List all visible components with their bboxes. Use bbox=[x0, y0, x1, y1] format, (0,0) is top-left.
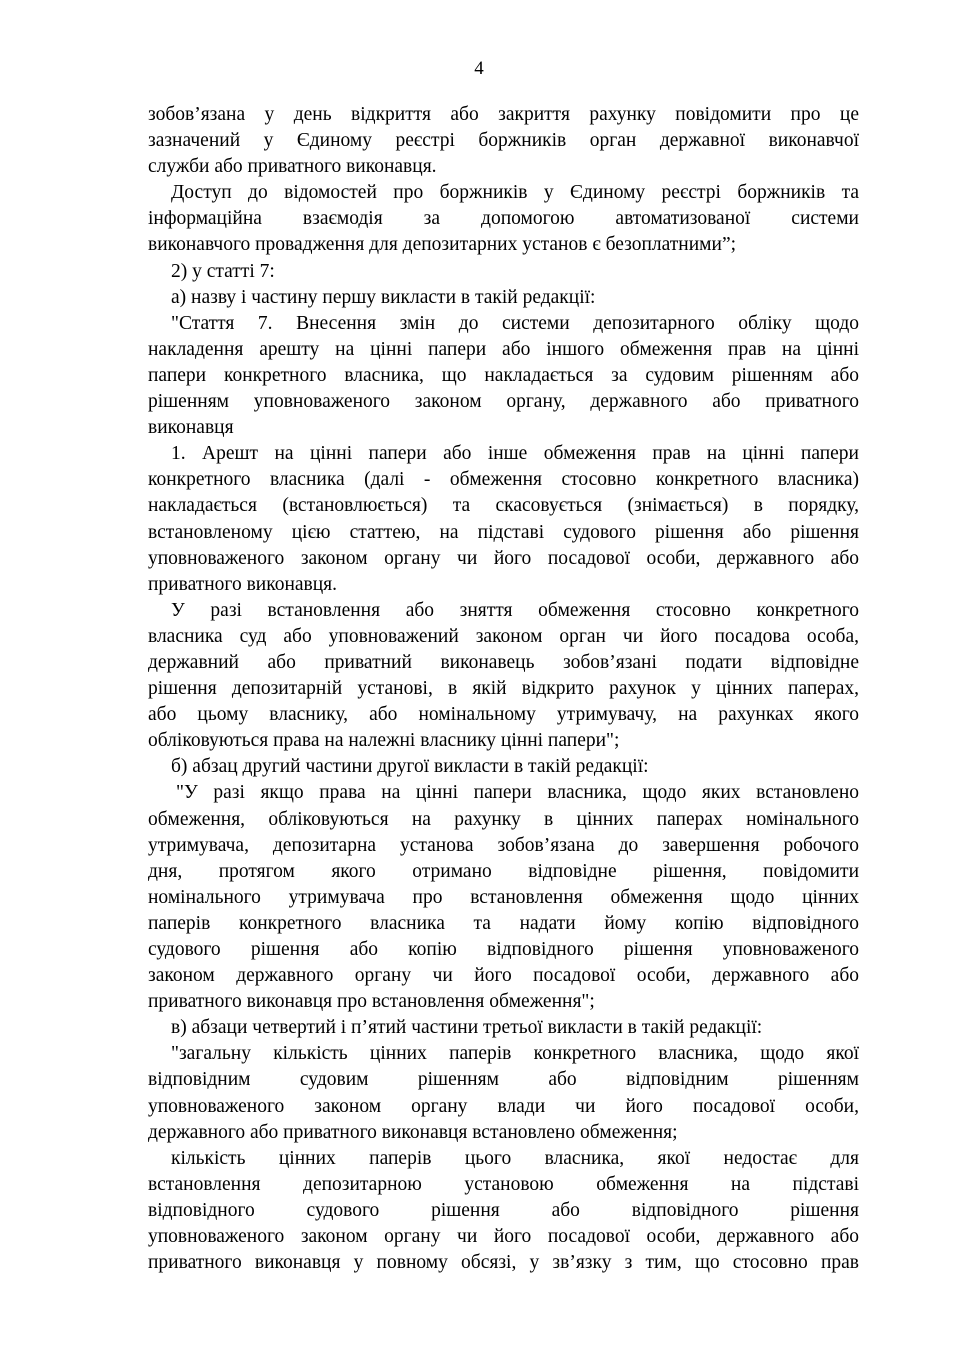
text-line: рішення депозитарній установі, в якій відкрито рахунок у цінних паперах, bbox=[148, 678, 859, 700]
text-line: встановленому цією статтею, на підставі судового рішення або рішення bbox=[148, 521, 859, 543]
text-line: уповноваженого законом органу чи його посадової особи, державного або bbox=[148, 1226, 859, 1248]
paragraph bbox=[148, 102, 859, 180]
text-line: або цьому власнику, або номінальному утримувачу, на рахунках якого bbox=[148, 704, 859, 726]
text-line: "Стаття 7. Внесення змін до системи депозитарного обліку щодо bbox=[171, 312, 859, 334]
text-line: встановлення депозитарною установою обмеження на підставі bbox=[148, 1173, 859, 1195]
text-line: державного або приватного виконавця встановлено обмеження; bbox=[148, 1121, 678, 1143]
text-line: відповідним судовим рішенням або відповідним рішенням bbox=[148, 1069, 859, 1091]
text-line: зазначений у Єдиному реєстрі боржників орган державної виконавчої bbox=[148, 130, 859, 152]
text-line: уповноваженого законом органу чи його посадової особи, державного або bbox=[148, 547, 859, 569]
paragraph bbox=[148, 780, 859, 1015]
text-line: Доступ до відомостей про боржників у Єдиному реєстрі боржників та bbox=[171, 182, 859, 204]
text-line: виконавця bbox=[148, 417, 234, 439]
text-line: папери конкретного власника, що накладається за судовим рішенням або bbox=[148, 364, 859, 386]
text-line: приватного виконавця про встановлення обмеження"; bbox=[148, 991, 595, 1013]
text-line: приватного виконавця. bbox=[148, 573, 338, 595]
text-line: 2) у статті 7: bbox=[171, 260, 275, 282]
text-line: відповідного судового рішення або відповідного рішення bbox=[148, 1199, 859, 1221]
text-line: в) абзаци четвертий і п’ятий частини третьої викласти в такій редакції: bbox=[171, 1017, 763, 1039]
text-line: дня, протягом якого отримано відповідне рішення, повідомити bbox=[148, 860, 859, 882]
text-line: рішенням уповноваженого законом органу, державного або приватного bbox=[148, 391, 859, 413]
text-line: 1. Арешт на цінні папери або інше обмеження прав на цінні папери bbox=[171, 443, 859, 465]
text-line: конкретного власника (далі - обмеження стосовно конкретного власника) bbox=[148, 469, 859, 491]
text-line: У разі встановлення або зняття обмеження стосовно конкретного bbox=[171, 599, 859, 621]
text-line: законом державного органу чи його посадової особи, державного або bbox=[148, 965, 859, 987]
page-number: 4 bbox=[474, 58, 484, 79]
paragraph bbox=[148, 1041, 859, 1145]
text-line: виконавчого провадження для депозитарних установ є безоплатними”; bbox=[148, 234, 737, 256]
text-line: паперів конкретного власника та надати йому копію відповідного bbox=[148, 912, 859, 934]
paragraph bbox=[148, 259, 859, 285]
text-line: "загальну кількість цінних паперів конкретного власника, щодо якої bbox=[171, 1043, 859, 1065]
paragraph bbox=[148, 1015, 859, 1041]
text-line: інформаційна взаємодія за допомогою автоматизованої системи bbox=[148, 208, 859, 230]
paragraph bbox=[148, 598, 859, 755]
paragraph bbox=[148, 441, 859, 598]
text-line: власника суд або уповноважений законом орган чи його посадова особа, bbox=[148, 625, 859, 647]
text-line: судового рішення або копію відповідного рішення уповноваженого bbox=[148, 939, 859, 960]
text-line: зобов’язана у день відкриття або закриття рахунку повідомити про це bbox=[148, 104, 859, 125]
paragraph bbox=[148, 180, 859, 258]
text-line: служби або приватного виконавця. bbox=[148, 156, 437, 178]
text-line: а) назву і частину першу викласти в такій редакції: bbox=[171, 286, 596, 308]
paragraph bbox=[148, 1146, 859, 1276]
document-body bbox=[148, 102, 859, 1276]
text-line: приватного виконавця у повному обсязі, у зв’язку з тим, що стосовно прав bbox=[148, 1252, 859, 1274]
paragraph bbox=[148, 311, 859, 441]
text-line: уповноваженого законом органу влади чи його посадової особи, bbox=[148, 1095, 859, 1117]
text-line: б) абзац другий частини другої викласти в такій редакції: bbox=[171, 756, 649, 778]
text-line: державний або приватний виконавець зобов’язані подати відповідне bbox=[148, 651, 859, 673]
text-line: обліковуються права на належні власнику цінні папери"; bbox=[148, 730, 620, 752]
text-line: утримувача, депозитарна установа зобов’язана до завершення робочого bbox=[148, 834, 859, 856]
text-line: номінального утримувача про встановлення обмеження щодо цінних bbox=[148, 886, 859, 908]
text-line: накладається (встановлюється) та скасовується (знімається) в порядку, bbox=[148, 495, 859, 517]
text-line: "У разі якщо права на цінні папери власника, щодо яких встановлено bbox=[176, 782, 859, 804]
paragraph bbox=[148, 754, 859, 780]
text-line: кількість цінних паперів цього власника, якої недостає для bbox=[171, 1147, 859, 1169]
text-line: обмеження, обліковуються на рахунку в цінних паперах номінального bbox=[148, 808, 859, 830]
text-line: накладення арешту на цінні папери або іншого обмеження прав на цінні bbox=[148, 338, 859, 360]
paragraph bbox=[148, 285, 859, 311]
